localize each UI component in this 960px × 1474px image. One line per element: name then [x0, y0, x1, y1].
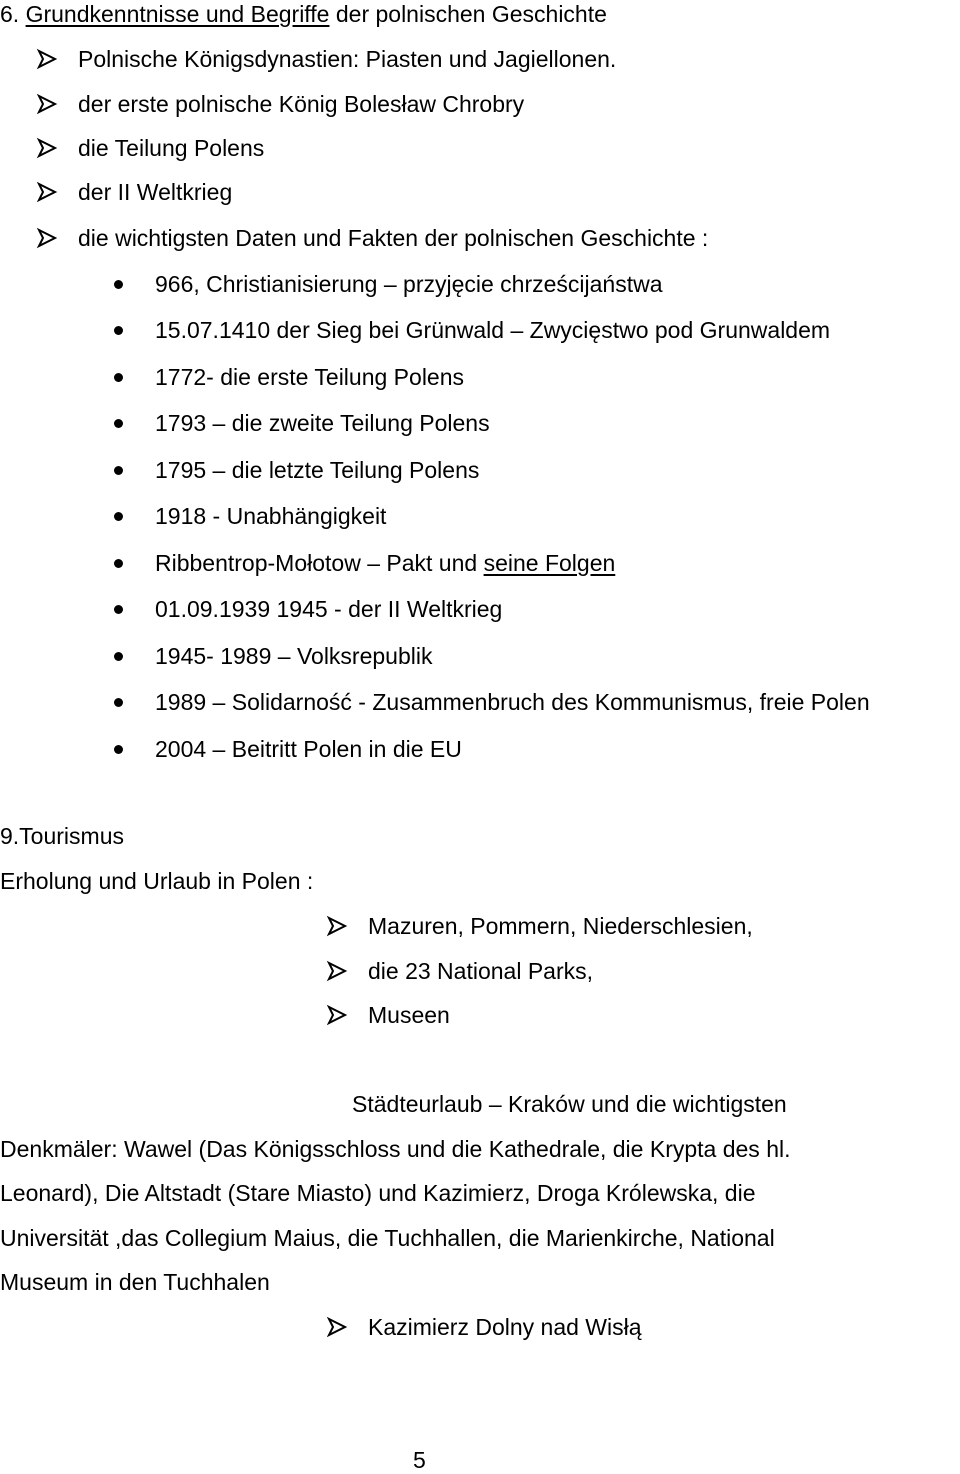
arrow-item: Polnische Königsdynastien: Piasten und Jagiellonen. [78, 46, 617, 72]
city-paragraph-line: Museum in den Tuchhalen [0, 1269, 270, 1295]
bullet-icon [114, 326, 123, 335]
bullet-icon [114, 466, 123, 475]
arrow-bullet-icon [326, 960, 348, 982]
bullet-icon [114, 605, 123, 614]
bullet-icon [114, 280, 123, 289]
last-item: Kazimierz Dolny nad Wisłą [368, 1314, 642, 1340]
region-item: Mazuren, Pommern, Niederschlesien, [368, 913, 753, 939]
arrow-bullet-icon [36, 48, 58, 70]
date-item: 1945- 1989 – Volksrepublik [155, 643, 433, 669]
arrow-bullet-icon [36, 227, 58, 249]
page-number: 5 [413, 1447, 426, 1473]
date-item: 15.07.1410 der Sieg bei Grünwald – Zwycięstwo pod Grunwaldem [155, 317, 831, 343]
bullet-icon [114, 373, 123, 382]
date-item: 1772- die erste Teilung Polens [155, 364, 465, 390]
bullet-icon [114, 745, 123, 754]
date-item: 1918 - Unabhängigkeit [155, 503, 387, 529]
date-item: 1795 – die letzte Teilung Polens [155, 457, 480, 483]
arrow-item: der erste polnische König Bolesław Chrobry [78, 91, 525, 117]
arrow-bullet-icon [36, 93, 58, 115]
city-paragraph-line: Leonard), Die Altstadt (Stare Miasto) und Kazimierz, Droga Królewska, die [0, 1180, 756, 1206]
bullet-icon [114, 512, 123, 521]
heading-link[interactable]: Grundkenntnisse und Begriffe [25, 1, 330, 27]
arrow-bullet-icon [326, 1004, 348, 1026]
city-paragraph-line: Städteurlaub – Kraków und die wichtigsten [352, 1091, 787, 1117]
city-paragraph-line: Universität ,das Collegium Maius, die Tuchhallen, die Marienkirche, National [0, 1225, 775, 1251]
date-item: 1989 – Solidarność - Zusammenbruch des Kommunismus, freie Polen [155, 689, 870, 715]
region-item: Museen [368, 1002, 450, 1028]
arrow-item: die wichtigsten Daten und Fakten der polnischen Geschichte : [78, 225, 709, 251]
folgen-link[interactable]: seine Folgen [483, 550, 616, 576]
arrow-item: der II Weltkrieg [78, 179, 233, 205]
section-9-heading: 9.Tourismus [0, 823, 124, 849]
bullet-icon [114, 419, 123, 428]
bullet-icon [114, 698, 123, 707]
arrow-bullet-icon [36, 181, 58, 203]
arrow-bullet-icon [326, 915, 348, 937]
arrow-bullet-icon [326, 1316, 348, 1338]
bullet-icon [114, 652, 123, 661]
date-item: 966, Christianisierung – przyjęcie chrześcijaństwa [155, 271, 663, 297]
date-item-with-link [155, 549, 615, 577]
date-text: Ribbentrop-Mołotow – Pakt und [155, 550, 478, 576]
arrow-bullet-icon [36, 137, 58, 159]
tourism-intro: Erholung und Urlaub in Polen : [0, 868, 314, 894]
heading-rest: der polnischen Geschichte [329, 1, 607, 27]
arrow-item: die Teilung Polens [78, 135, 265, 161]
bullet-icon [114, 559, 123, 568]
section-number: 6. [0, 1, 20, 27]
date-item: 2004 – Beitritt Polen in die EU [155, 736, 462, 762]
region-item: die 23 National Parks, [368, 958, 594, 984]
date-item: 01.09.1939 1945 - der II Weltkrieg [155, 596, 503, 622]
city-paragraph-line: Denkmäler: Wawel (Das Königsschloss und die Kathedrale, die Krypta des hl. [0, 1136, 791, 1162]
date-item: 1793 – die zweite Teilung Polens [155, 410, 490, 436]
section-6-heading [0, 0, 607, 28]
